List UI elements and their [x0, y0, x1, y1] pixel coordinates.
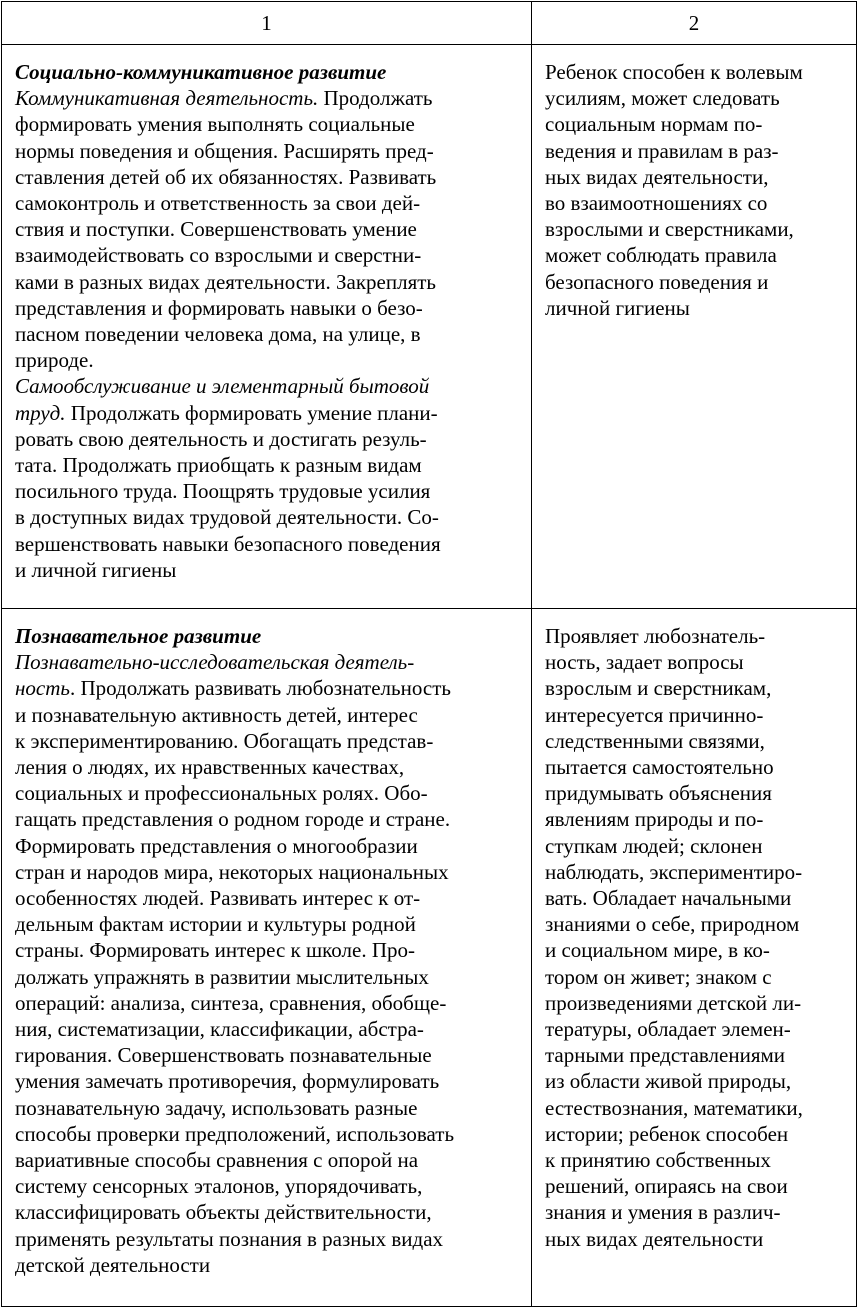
- text-line: вать. Обладает начальными: [545, 886, 792, 911]
- text-line: знаниями о себе, природном: [545, 912, 800, 937]
- text-line: [15, 728, 521, 754]
- italic-subheading: Самообслуживание и элементарный бытовой: [15, 374, 430, 399]
- text-line: тарными представлениями: [545, 1043, 786, 1068]
- italic-subheading: труд.: [15, 400, 66, 425]
- text-line: [15, 373, 521, 399]
- italic-subheading: Коммуникативная деятельность.: [15, 86, 319, 111]
- line-text: и личной гигиены: [15, 557, 177, 582]
- text-line: [15, 780, 521, 806]
- text-line: [15, 675, 521, 701]
- line-text: способы проверки предположений, использовать: [15, 1121, 455, 1146]
- text-line: истории; ребенок способен: [545, 1121, 789, 1146]
- text-line: [15, 1173, 521, 1199]
- text-line: [15, 702, 521, 728]
- text-line: [15, 242, 521, 268]
- line-text: ставления детей об их обязанностях. Развивать: [15, 164, 437, 189]
- text-line: наблюдать, экспериментиро-: [545, 859, 803, 884]
- text-line: [15, 190, 521, 216]
- line-text: умения замечать противоречия, формулировать: [15, 1069, 440, 1094]
- text-line: [15, 216, 521, 242]
- row2-right-cell: [532, 609, 857, 1307]
- line-text: пасном поведении человека дома, на улице, в: [15, 322, 421, 347]
- line-text: и познавательную активность детей, интерес: [15, 702, 418, 727]
- text-line: следственными связями,: [545, 728, 765, 753]
- text-line: [15, 911, 521, 937]
- text-line: [15, 1016, 521, 1042]
- italic-subheading: ность: [15, 676, 70, 701]
- text-line: решений, опираясь на свои: [545, 1174, 788, 1199]
- italic-subheading: Познавательно-исследовательская деятель-: [15, 650, 415, 675]
- text-line: [15, 531, 521, 557]
- text-line: [15, 833, 521, 859]
- table-header-row: [2, 2, 857, 45]
- line-text: гащать представления о родном городе и стране.: [15, 807, 451, 832]
- row1-right-text: [545, 59, 846, 321]
- text-line: [15, 1147, 521, 1173]
- line-text: нормы поведения и общения. Расширять пред-: [15, 138, 434, 163]
- line-text: ствия и поступки. Совершенствовать умение: [15, 217, 417, 242]
- line-text: страны. Формировать интерес к школе. Про-: [15, 938, 415, 963]
- text-line: [15, 452, 521, 478]
- text-line: [15, 806, 521, 832]
- row2-left-cell: [2, 609, 532, 1307]
- text-line: тором он живет; знаком с: [545, 964, 772, 989]
- row1-right-cell: [532, 45, 857, 609]
- line-text: в доступных видах трудовой деятельности. Со-: [15, 505, 439, 530]
- line-text: ровать свою деятельность и достигать резуль-: [15, 426, 427, 451]
- line-text: тата. Продолжать приобщать к разным видам: [15, 453, 422, 478]
- text-line: [15, 1252, 521, 1278]
- line-text: познавательную задачу, использовать разные: [15, 1095, 418, 1120]
- line-text: формировать умения выполнять социальные: [15, 112, 415, 137]
- text-line: [15, 85, 521, 111]
- text-line: явлениям природы и по-: [545, 807, 764, 832]
- line-text: взаимодействовать со взрослыми и сверстни-: [15, 243, 422, 268]
- line-text: систему сенсорных эталонов, упорядочивать,: [15, 1174, 423, 1199]
- line-text: гирования. Совершенствовать познавательные: [15, 1043, 432, 1068]
- line-text: ния, систематизации, классификации, абстра-: [15, 1017, 424, 1042]
- text-line: [15, 937, 521, 963]
- text-line: [15, 1068, 521, 1094]
- line-text: стран и народов мира, некоторых национальных: [15, 859, 449, 884]
- text-line: Ребенок способен к волевым: [545, 60, 803, 84]
- row2-left-text: [15, 649, 521, 1278]
- row2-right-text: [545, 623, 846, 1252]
- text-line: [15, 321, 521, 347]
- line-text: социальных и профессиональных ролях. Обо-: [15, 781, 428, 806]
- row1-left-text: [15, 85, 521, 583]
- text-line: из области живой природы,: [545, 1069, 792, 1094]
- text-line: придумывать объяснения: [545, 781, 772, 806]
- line-text: должать упражнять в развитии мыслительных: [15, 964, 429, 989]
- text-line: [15, 964, 521, 990]
- table-row: [2, 45, 857, 609]
- line-text: . Продолжать развивать любознательность: [69, 676, 451, 701]
- line-text: классифицировать объекты действительности,: [15, 1200, 432, 1225]
- line-text: представления и формировать навыки о безо-: [15, 295, 423, 320]
- text-line: ность, задает вопросы: [545, 650, 744, 675]
- text-line: ных видах деятельности,: [545, 164, 769, 189]
- section-heading: Познавательное развитие: [15, 624, 262, 648]
- text-line: знания и умения в различ-: [545, 1200, 781, 1225]
- text-line: [15, 138, 521, 164]
- text-line: взрослыми и сверстниками,: [545, 217, 794, 242]
- text-line: социальным нормам по-: [545, 112, 763, 137]
- text-line: может соблюдать правила: [545, 243, 777, 268]
- line-text: вариативные способы сравнения с опорой на: [15, 1148, 419, 1173]
- line-text: ления о людях, их нравственных качествах,: [15, 755, 405, 780]
- text-line: [15, 1121, 521, 1147]
- text-line: во взаимоотношениях со: [545, 191, 768, 216]
- text-line: Проявляет любознатель-: [545, 624, 766, 648]
- line-text: операций: анализа, синтеза, сравнения, обобще-: [15, 990, 447, 1015]
- text-line: [15, 990, 521, 1016]
- text-line: [15, 859, 521, 885]
- line-text: детской деятельности: [15, 1252, 211, 1277]
- text-line: взрослым и сверстникам,: [545, 676, 772, 701]
- line-text: природе.: [15, 348, 94, 373]
- text-line: [15, 649, 521, 675]
- line-text: к экспериментированию. Обогащать представ-: [15, 728, 434, 753]
- text-line: [15, 400, 521, 426]
- text-line: личной гигиены: [545, 295, 690, 320]
- line-text: посильного труда. Поощрять трудовые усилия: [15, 479, 431, 504]
- text-line: [15, 557, 521, 583]
- text-line: [15, 269, 521, 295]
- line-text: особенностях людей. Развивать интерес к от-: [15, 886, 421, 911]
- text-line: [15, 111, 521, 137]
- section-heading: Социально-коммуникативное развитие: [15, 60, 387, 84]
- line-text: ками в разных видах деятельности. Закреплять: [15, 269, 436, 294]
- text-line: [15, 1199, 521, 1225]
- line-text: вершенствовать навыки безопасного поведения: [15, 531, 441, 556]
- text-line: интересуется причинно-: [545, 702, 764, 727]
- row1-left-cell: [2, 45, 532, 609]
- line-text: Формировать представления о многообразии: [15, 833, 418, 858]
- text-line: [15, 1226, 521, 1252]
- text-line: [15, 754, 521, 780]
- text-line: произведениями детской ли-: [545, 990, 802, 1015]
- text-line: [15, 478, 521, 504]
- header-cell-2: 2: [532, 2, 857, 45]
- header-cell-1: 1: [2, 2, 532, 45]
- text-line: [15, 1042, 521, 1068]
- text-line: усилиям, может следовать: [545, 86, 780, 111]
- text-line: ных видах деятельности: [545, 1226, 764, 1251]
- text-line: безопасного поведения и: [545, 269, 769, 294]
- line-text: применять результаты познания в разных видах: [15, 1226, 444, 1251]
- text-line: ступкам людей; склонен: [545, 833, 763, 858]
- text-line: тературы, обладает элемен-: [545, 1017, 791, 1042]
- text-line: [15, 347, 521, 373]
- table-row: [2, 609, 857, 1307]
- text-line: [15, 504, 521, 530]
- text-line: [15, 164, 521, 190]
- line-text: самоконтроль и ответственность за свои дей-: [15, 191, 421, 216]
- text-line: естествознания, математики,: [545, 1095, 803, 1120]
- text-line: пытается самостоятельно: [545, 755, 774, 780]
- text-line: и социальном мире, в ко-: [545, 938, 770, 963]
- text-line: к принятию собственных: [545, 1148, 771, 1173]
- text-line: [15, 426, 521, 452]
- line-text: дельным фактам истории и культуры родной: [15, 912, 416, 937]
- text-line: ведения и правилам в раз-: [545, 138, 779, 163]
- text-line: [15, 295, 521, 321]
- line-text: Продолжать формировать умение плани-: [65, 400, 438, 425]
- text-line: [15, 885, 521, 911]
- content-table: [1, 1, 857, 1307]
- line-text: Продолжать: [318, 86, 433, 111]
- text-line: [15, 1095, 521, 1121]
